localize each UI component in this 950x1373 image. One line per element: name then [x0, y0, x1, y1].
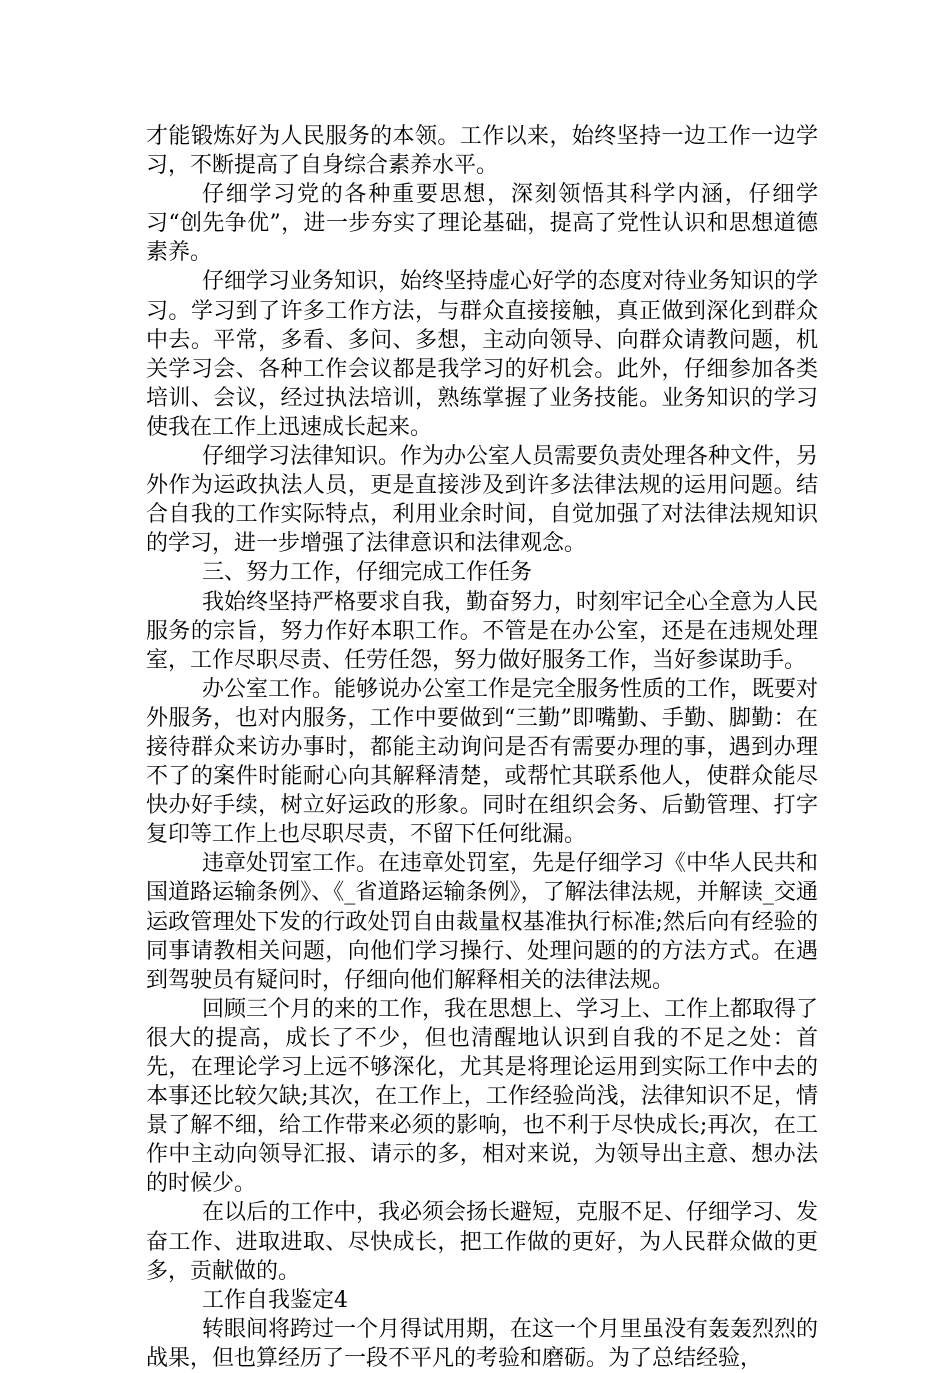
section-heading-3: 三、努力工作，仔细完成工作任务: [202, 560, 533, 586]
paragraph-3: 仔细学习业务知识，始终坚持虚心好学的态度对待业务知识的学习。学习到了许多工作方法，与群众直接接触，真正做到深化到群众中去。平常，多看、多问、多想，主动向领导、向群众请教问题，机关学习会、各种工作会议都是我学习的好机会。此外，仔细参加各类培训、会议，经过执法培训，熟练掌握了业务技能。业务知识的学习使我在工作上迅速成长起来。: [146, 269, 819, 440]
section-heading-4: 工作自我鉴定4: [202, 1287, 348, 1313]
paragraph-4: 仔细学习法律知识。作为办公室人员需要负责处理各种文件，另外作为运政执法人员，更是直接涉及到许多法律法规的运用问题。结合自我的工作实际特点，利用业余时间，自觉加强了对法律法规知识的学习，进一步增强了法律意识和法律观念。: [146, 444, 819, 557]
paragraph-1: 才能锻炼好为人民服务的本领。工作以来，始终坚持一边工作一边学习，不断提高了自身综合素养水平。: [146, 124, 818, 179]
paragraph-7: 违章处罚室工作。在违章处罚室，先是仔细学习《中华人民共和国道路运输条例》、《_省道路运输条例》，了解法律法规，并解读_交通运政管理处下发的行政处罚自由裁量权基准执行标准;然后向有经验的同事请教相关问题，向他们学习操行、处理问题的的方法方式。在遇到驾驶员有疑问时，仔细向他们解释相关的法律法规。: [146, 851, 819, 993]
paragraph-2: 仔细学习党的各种重要思想，深刻领悟其科学内涵，仔细学习“创先争优”，进一步夯实了理论基础，提高了党性认识和思想道德素养。: [146, 182, 818, 266]
paragraph-8: 回顾三个月的来的工作，我在思想上、学习上、工作上都取得了很大的提高，成长了不少，但也清醒地认识到自我的不足之处：首先，在理论学习上远不够深化，尤其是将理论运用到实际工作中去的本事还比较欠缺;其次，在工作上，工作经验尚浅，法律知识不足，情景了解不细，给工作带来必须的影响，也不利于尽快成长;再次，在工作中主动向领导汇报、请示的多，相对来说，为领导出主意、想办法的时候少。: [146, 996, 819, 1197]
paragraph-6: 办公室工作。能够说办公室工作是完全服务性质的工作，既要对外服务，也对内服务，工作中要做到“三勤”即嘴勤、手勤、脚勤：在接待群众来访办事时，都能主动询问是否有需要办理的事，遇到办理不了的案件时能耐心向其解释清楚，或帮忙其联系他人，使群众能尽快办好手续，树立好运政的形象。同时在组织会务、后勤管理、打字复印等工作上也尽职尽责，不留下任何纰漏。: [146, 676, 819, 848]
paragraph-9: 在以后的工作中，我必须会扬长避短，克服不足、仔细学习、发奋工作、进取进取、尽快成长，把工作做的更好，为人民群众做的更多，贡献做的。: [146, 1200, 819, 1284]
paragraph-10: 转眼间将跨过一个月得试用期，在这一个月里虽没有轰轰烈烈的战果，但也算经历了一段不平凡的考验和磨砺。为了总结经验，: [146, 1316, 819, 1371]
paragraph-5: 我始终坚持严格要求自我，勤奋努力，时刻牢记全心全意为人民服务的宗旨，努力作好本职工作。不管是在办公室，还是在违规处理室，工作尽职尽责、任劳任怨，努力做好服务工作，当好参谋助手。: [146, 589, 819, 673]
document-page: [146, 122, 818, 1373]
